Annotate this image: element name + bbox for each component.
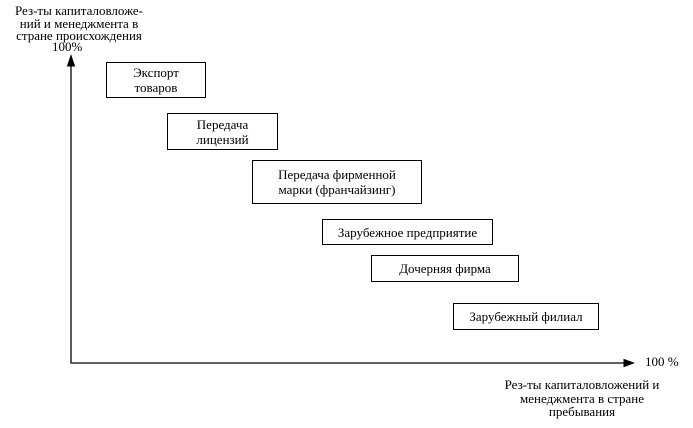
diagram-box-label: Зарубежный филиал [469,309,583,324]
diagram-box-label: Передача [196,116,249,132]
diagram-box-label: Дочерняя фирма [399,261,491,276]
diagram-box-foreign-branch [453,303,599,330]
diagram-box-label: Экспорт [133,65,179,80]
x-axis-max-label: 100 % [645,354,679,369]
y-axis-title-line: ний и менеджмента в [19,15,139,31]
diagram-box-foreign-enterprise [322,219,493,245]
x-axis-title-line: Рез-ты капиталовложений и [504,377,660,392]
diagram-box-licensing [167,113,278,150]
diagram-box-label: Зарубежное предприятие [337,224,478,240]
x-axis-title-line: пребывания [548,404,616,419]
x-axis-title [484,378,680,419]
y-axis-max-label: 100% [52,39,83,54]
x-axis-title-line: менеджмента в стране [520,390,644,406]
y-axis-title-line: стране происхождения [16,28,142,43]
x-axis-arrow-icon [624,359,636,367]
diagram-box-label: товаров [134,80,178,95]
diagram-box-label: Передача фирменной [278,167,396,182]
diagram-box-export [106,62,206,98]
y-axis-title [2,5,156,43]
diagram-box-label: марки (франчайзинг) [278,182,396,197]
y-axis-title-line: Рез-ты капиталовложе- [14,3,143,18]
y-axis-arrow-icon [67,54,75,67]
diagram-box-subsidiary-firm [371,255,519,282]
diagram-box-franchising [252,160,422,204]
diagram-box-label: лицензий [196,131,249,147]
